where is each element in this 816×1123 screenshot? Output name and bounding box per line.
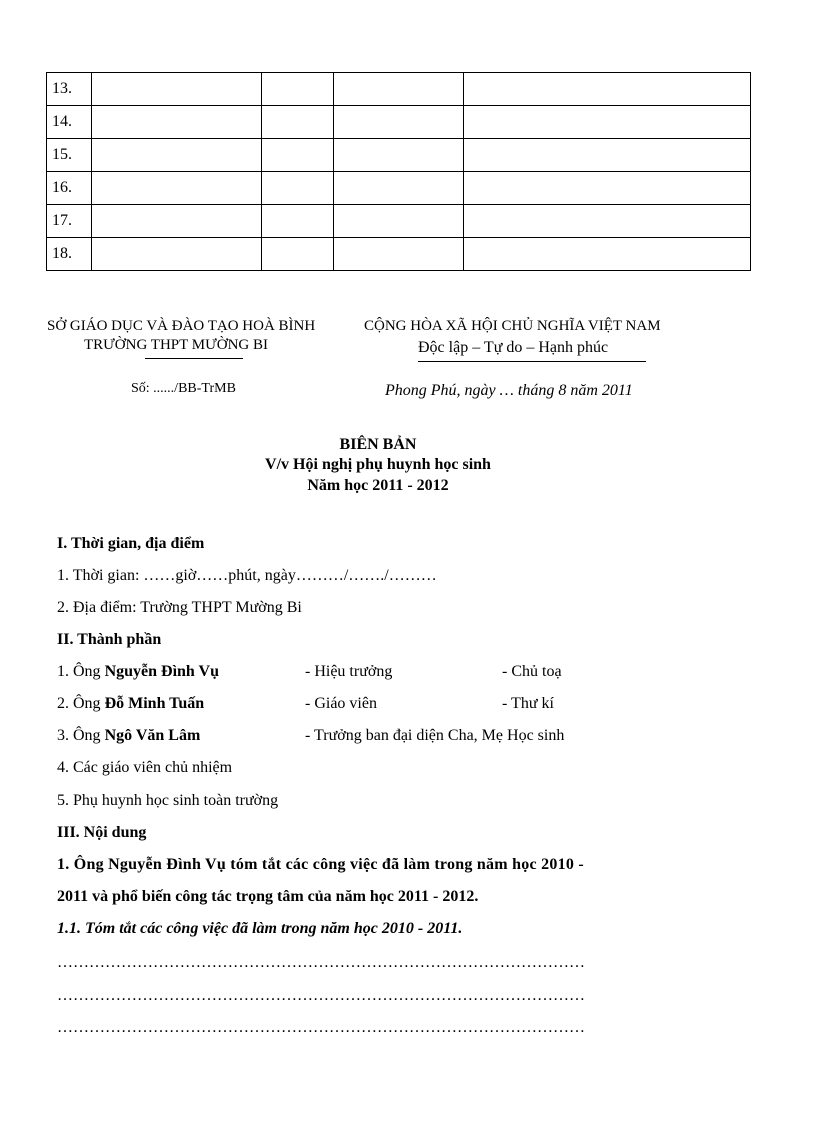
table-cell: [262, 238, 334, 271]
member-role: - Trưởng ban đại diện Cha, Mẹ Học sinh: [305, 727, 565, 744]
section-2-heading: II. Thành phần: [57, 631, 162, 648]
table-row: [47, 205, 751, 238]
table-cell: [334, 139, 464, 172]
table-cell: [464, 205, 751, 238]
row-number-cell: 18.: [47, 238, 92, 271]
member-duty: - Thư kí: [502, 695, 554, 712]
table-cell: [92, 205, 262, 238]
country-name: CỘNG HÒA XÃ HỘI CHỦ NGHĨA VIỆT NAM: [364, 318, 661, 334]
member-name: Nguyễn Đình Vụ: [104, 663, 219, 680]
place-date: Phong Phú, ngày … tháng 8 năm 2011: [385, 382, 633, 399]
dotted-line: ………………………………………………………………………………………: [57, 1019, 585, 1036]
table-cell: [262, 73, 334, 106]
table-cell: [92, 172, 262, 205]
table-cell: [262, 172, 334, 205]
member-name: Đỗ Minh Tuấn: [104, 695, 205, 712]
member-name: Ngô Văn Lâm: [104, 727, 201, 744]
table-cell: [92, 73, 262, 106]
table-cell: [334, 73, 464, 106]
row-number-cell: 16.: [47, 172, 92, 205]
table-cell: [464, 106, 751, 139]
record-table: [46, 72, 751, 271]
member-1: [57, 663, 219, 681]
table-cell: [334, 205, 464, 238]
table-cell: [92, 139, 262, 172]
document-subject: V/v Hội nghị phụ huynh học sinh: [265, 456, 491, 473]
dotted-line: ………………………………………………………………………………………: [57, 987, 585, 1004]
row-number-cell: 15.: [47, 139, 92, 172]
dotted-line: ………………………………………………………………………………………: [57, 954, 585, 971]
table-cell: [464, 172, 751, 205]
table-cell: [262, 106, 334, 139]
national-motto-underline: [418, 361, 646, 362]
table-cell: [334, 172, 464, 205]
homeroom-teachers: 4. Các giáo viên chủ nhiệm: [57, 759, 233, 776]
member-role: - Hiệu trưởng: [305, 663, 393, 680]
row-number-cell: 13.: [47, 73, 92, 106]
content-paragraph-line-1: 1. Ông Nguyễn Đình Vụ tóm tắt các công việc đã làm trong năm học 2010 -: [57, 856, 584, 873]
sub-heading: 1.1. Tóm tắt các công việc đã làm trong năm học 2010 - 2011.: [57, 920, 463, 937]
table-cell: [464, 73, 751, 106]
national-motto: Độc lập – Tự do – Hạnh phúc: [418, 339, 609, 356]
table-row: [47, 73, 751, 106]
meeting-place: 2. Địa điểm: Trường THPT Mường Bi: [57, 599, 302, 616]
member-prefix: 3. Ông: [57, 727, 105, 744]
table-row: [47, 106, 751, 139]
table-cell: [464, 139, 751, 172]
school-name: TRƯỜNG THPT MƯỜNG BI: [84, 337, 268, 353]
table-cell: [464, 238, 751, 271]
member-2: [57, 695, 204, 713]
document-title: BIÊN BẢN: [339, 436, 417, 453]
member-duty: - Chủ toạ: [502, 663, 562, 680]
department-name: SỞ GIÁO DỤC VÀ ĐÀO TẠO HOÀ BÌNH: [47, 318, 316, 334]
table-cell: [262, 139, 334, 172]
table-row: [47, 172, 751, 205]
document-number: Số: ....../BB-TrMB: [131, 381, 236, 396]
table-row: [47, 238, 751, 271]
member-prefix: 1. Ông: [57, 663, 105, 680]
row-number-cell: 14.: [47, 106, 92, 139]
section-3-heading: III. Nội dung: [57, 824, 147, 841]
content-paragraph-line-2: 2011 và phổ biến công tác trọng tâm của năm học 2011 - 2012.: [57, 888, 479, 905]
school-name-underline: [145, 358, 243, 359]
member-role: - Giáo viên: [305, 695, 377, 712]
section-1-heading: I. Thời gian, địa điểm: [57, 535, 205, 552]
table-row: [47, 139, 751, 172]
table-cell: [262, 205, 334, 238]
table-cell: [92, 238, 262, 271]
table-cell: [92, 106, 262, 139]
school-year: Năm học 2011 - 2012: [307, 477, 449, 494]
all-parents: 5. Phụ huynh học sinh toàn trường: [57, 792, 279, 809]
member-prefix: 2. Ông: [57, 695, 105, 712]
row-number-cell: 17.: [47, 205, 92, 238]
table-cell: [334, 106, 464, 139]
member-3: [57, 727, 200, 745]
meeting-time: 1. Thời gian: ……giờ……phút, ngày………/……./………: [57, 567, 437, 584]
table-cell: [334, 238, 464, 271]
